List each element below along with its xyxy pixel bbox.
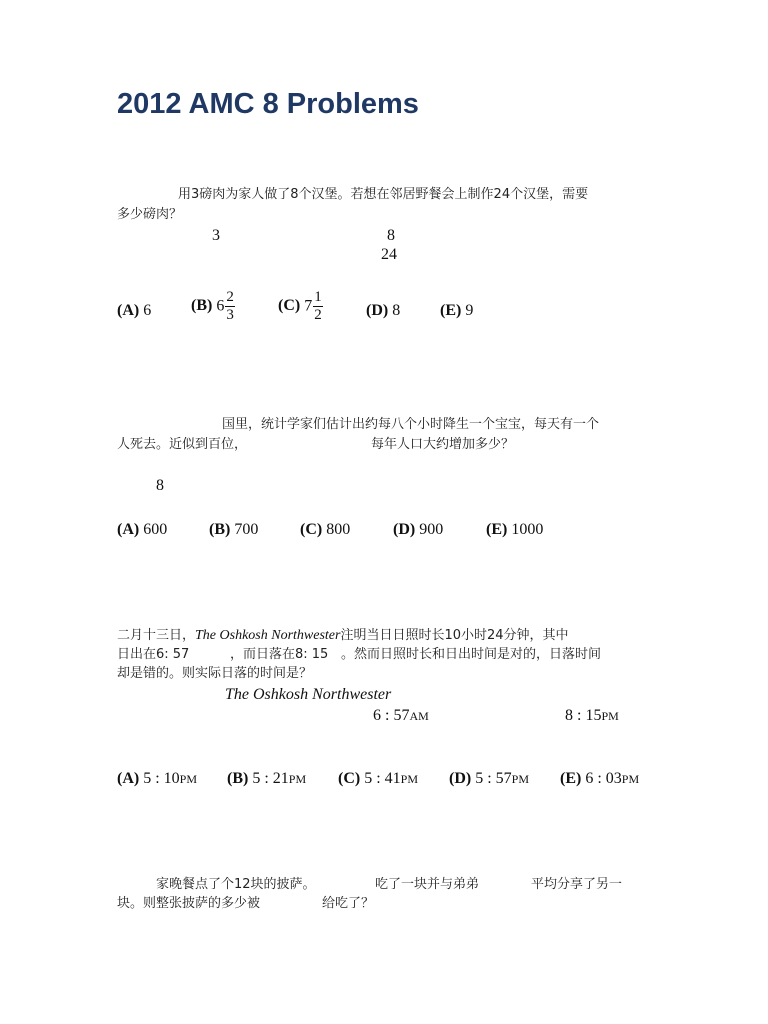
problem1-text-line2: 多少磅肉？ (117, 207, 183, 222)
problem3-choice-e: (E) 6 : 03PM (560, 770, 640, 787)
problem2-choice-e: (E) 1000 (486, 521, 544, 538)
newspaper-name-repeat: The Oshkosh Northwester (225, 686, 392, 703)
problem3-text-line3: 却是错的。则实际日落的时间是？ (117, 666, 313, 681)
problem4-text-line1a: 家晚餐点了个12块的披萨。 (156, 877, 316, 892)
page-title: 2012 AMC 8 Problems (117, 88, 419, 120)
problem2-choice-b: (B) 700 (209, 521, 259, 538)
problem3-text-line2a: 日出在6: 57 (117, 647, 190, 662)
problem3-time1: 6 : 57AM (373, 707, 429, 724)
problem1-text-line1: 用3磅肉为家人做了8个汉堡。若想在邻居野餐会上制作24个汉堡，需要 (178, 187, 589, 202)
problem2-text-line2b: 每年人口大约增加多少？ (371, 437, 515, 452)
problem3-choice-a: (A) 5 : 10PM (117, 770, 198, 787)
problem3-time2: 8 : 15PM (565, 707, 619, 724)
problem1-label-8: 8 (387, 227, 395, 244)
problem1-choice-d: (D) 8 (366, 302, 401, 319)
problem1-choice-b: (B) 6 $\frac{2}{3}$ (191, 289, 234, 323)
problem4-text-line1c: 平均分享了另一 (531, 877, 623, 892)
problem3-choice-b: (B) 5 : 21PM (227, 770, 307, 787)
problem4-text-line2a: 块。则整张披萨的多少被 (117, 896, 261, 911)
problem1-choice-c-fraction: $\frac{1}{2}$ (314, 289, 322, 323)
problem1-label-24: 24 (381, 246, 397, 263)
problem4-text-line1b: 吃了一块并与弟弟 (375, 877, 480, 892)
problem3-choice-d: (D) 5 : 57PM (449, 770, 530, 787)
problem3-choice-c: (C) 5 : 41PM (338, 770, 419, 787)
problem2-choice-c: (C) 800 (300, 521, 351, 538)
problem1-choice-a: (A) 6 (117, 302, 152, 319)
newspaper-name: The Oshkosh Northwester (195, 628, 341, 643)
problem2-text-line2a: 人死去。近似到百位， (117, 437, 248, 452)
problem3-text-line2c: 。然而日照时长和日出时间是对的，日落时间 (341, 647, 602, 662)
problem3-text-line2b: ，而日落在8: 15 (230, 647, 329, 662)
problem2-choice-d: (D) 900 (393, 521, 444, 538)
problem1-choice-b-fraction: $\frac{2}{3}$ (226, 289, 234, 323)
problem4-text-line2b: 给吃了？ (322, 896, 375, 911)
problem1-label-3: 3 (212, 227, 220, 244)
problem1-choice-c: (C) 7 $\frac{1}{2}$ (278, 289, 322, 323)
problem2-choice-a: (A) 600 (117, 521, 168, 538)
problem2-text-line1: 国里，统计学家们估计出约每八个小时降生一个宝宝，每天有一个 (222, 417, 600, 432)
problem2-label-8: 8 (156, 477, 164, 494)
problem1-choice-e: (E) 9 (440, 302, 474, 319)
problem3-text-line1: 二月十三日，The Oshkosh Northwester注明当日日照时长10小时24分钟，其中 (117, 628, 569, 643)
